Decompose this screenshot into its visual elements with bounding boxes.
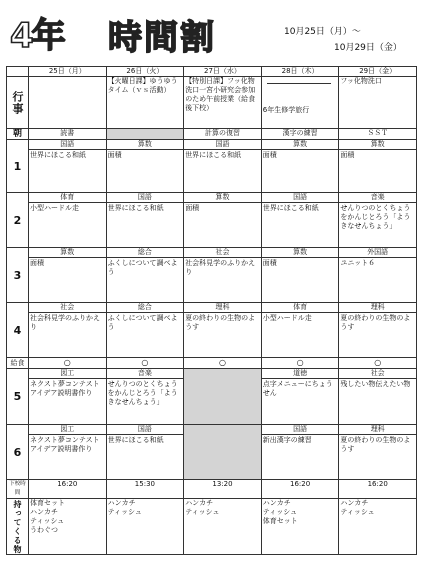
subject-label: 体育: [29, 193, 106, 203]
subject-label: 国語: [184, 140, 261, 150]
lesson-cell: [106, 369, 184, 425]
lesson-content: 夏の終わりの生物のようす: [185, 314, 256, 331]
lesson-cell: [339, 193, 417, 248]
lesson-content: 世界にほこる和紙: [107, 204, 164, 212]
dismissal-time: 13:20: [184, 480, 262, 499]
row-label-morning: 朝: [7, 129, 29, 140]
lesson-cell: [106, 425, 184, 480]
subject-label: 音楽: [339, 193, 416, 203]
lesson-cell: [29, 425, 107, 480]
lesson-content: 面積: [185, 204, 200, 212]
subject-label: 体育: [262, 303, 339, 313]
event-cell-wed: 【特別日課】フッ化物洗口一宮小研究会参加のため午前授業（給食後下校）: [184, 77, 262, 129]
lesson-content: 小型ハードル走: [262, 314, 312, 322]
lesson-content: 世界にほこる和紙: [30, 151, 86, 159]
corner-cell: [7, 67, 29, 77]
dismissal-time: 16:20: [261, 480, 339, 499]
belongings-cell: 体育セット ハンカチ ティッシュ うわぐつ: [29, 499, 107, 555]
period-row: [7, 193, 417, 248]
lesson-content: 面積: [340, 151, 355, 159]
day-header: 26日（火）: [106, 67, 184, 77]
period-row: [7, 140, 417, 193]
row-label-lunch: 給食: [7, 358, 29, 369]
period-row: [7, 369, 417, 425]
row-label-belongings: 持ってくる物: [7, 499, 29, 555]
lunch-row: [7, 358, 417, 369]
lesson-cell-empty: [184, 369, 262, 425]
day-header: 28日（木）: [261, 67, 339, 77]
subject-label: 総合: [107, 248, 184, 258]
lesson-cell: [184, 303, 262, 358]
lesson-cell: [261, 303, 339, 358]
day-header: 25日（月）: [29, 67, 107, 77]
event-cell-fri: フッ化物洗口: [339, 77, 417, 129]
lesson-cell: [339, 425, 417, 480]
subject-label: 社会: [29, 303, 106, 313]
lesson-content: せんりつのとくちょうをかんじとろう「ようきなせんちょう」: [340, 204, 411, 230]
lesson-cell: [29, 303, 107, 358]
lesson-cell: [106, 248, 184, 303]
lesson-cell-empty: [184, 425, 262, 480]
subject-label: 図工: [29, 425, 106, 435]
lesson-content: 夏の終わりの生物のようす: [340, 314, 411, 331]
lesson-content: ユニット６: [340, 259, 376, 267]
lesson-cell: [261, 425, 339, 480]
subject-label: 算数: [262, 140, 339, 150]
row-label-dismissal: 下校時間: [7, 480, 29, 499]
period-row: [7, 425, 417, 480]
subject-label: 理科: [184, 303, 261, 313]
event-cell-tue: 【火曜日課】ゆうゆうタイム（ｖｓ活動）: [106, 77, 184, 129]
date-range-start: 10月25日（月）～: [284, 27, 361, 37]
lesson-content: ふくしについて調べよう: [107, 314, 178, 331]
lesson-cell: [184, 140, 262, 193]
period-number: 2: [7, 193, 29, 248]
lunch-mark: ○: [261, 358, 339, 369]
lesson-cell: [339, 303, 417, 358]
subject-label: 道徳: [262, 369, 339, 379]
lesson-content: ネクスト夢コンテストアイデア説明書作り: [30, 436, 100, 453]
subject-label: 理科: [339, 425, 416, 435]
grade-label: 4年: [10, 16, 64, 56]
lesson-cell: [261, 248, 339, 303]
morning-row: [7, 129, 417, 140]
lunch-mark: ○: [184, 358, 262, 369]
lesson-cell: [339, 248, 417, 303]
period-row: [7, 303, 417, 358]
period-number: 6: [7, 425, 29, 480]
subject-label: 国語: [29, 140, 106, 150]
period-number: 1: [7, 140, 29, 193]
lesson-content: 社会科見学のふりかえり: [30, 314, 100, 331]
belongings-cell: ハンカチ ティッシュ: [184, 499, 262, 555]
lesson-content: 夏の終わりの生物のようす: [340, 436, 411, 453]
lesson-content: 世界にほこる和紙: [107, 436, 164, 444]
page-title: 時間割: [108, 18, 216, 58]
events-row: [7, 77, 417, 129]
lesson-content: 面積: [262, 151, 277, 159]
dismissal-time: 16:20: [339, 480, 417, 499]
day-header: 27日（水）: [184, 67, 262, 77]
lesson-cell: [184, 248, 262, 303]
lesson-cell: [29, 248, 107, 303]
lesson-cell: [29, 369, 107, 425]
event-text: 6年生修学旅行: [262, 106, 310, 114]
subject-label: 国語: [262, 425, 339, 435]
lesson-cell: [261, 193, 339, 248]
lesson-content: せんりつのとくちょうをかんじとろう「ようきなせんちょう」: [107, 380, 178, 406]
lesson-content: 小型ハードル走: [30, 204, 79, 212]
belongings-cell: ハンカチ ティッシュ: [106, 499, 184, 555]
period-number: 4: [7, 303, 29, 358]
lesson-cell: [106, 193, 184, 248]
event-cell-mon: [29, 77, 107, 129]
morning-cell: 読書: [29, 129, 107, 140]
lesson-cell: [106, 140, 184, 193]
morning-cell: 漢字の練習: [261, 129, 339, 140]
subject-label: 図工: [29, 369, 106, 379]
lesson-cell: [106, 303, 184, 358]
lesson-cell: [29, 140, 107, 193]
subject-label: 算数: [184, 193, 261, 203]
lunch-mark: ○: [106, 358, 184, 369]
subject-label: 社会: [339, 369, 416, 379]
day-header-row: [7, 67, 417, 77]
lesson-content: 面積: [30, 259, 44, 267]
subject-label: 算数: [262, 248, 339, 258]
event-cell-thu: [261, 77, 339, 129]
lesson-cell: [261, 140, 339, 193]
belongings-row: [7, 499, 417, 555]
lunch-mark: ○: [29, 358, 107, 369]
morning-cell-empty: [106, 129, 184, 140]
lesson-cell: [184, 193, 262, 248]
lesson-content: 面積: [262, 259, 277, 267]
belongings-cell: ハンカチ ティッシュ: [339, 499, 417, 555]
lesson-cell: [339, 140, 417, 193]
dismissal-time: 15:30: [106, 480, 184, 499]
subject-label: 国語: [107, 425, 184, 435]
lesson-content: 面積: [107, 151, 122, 159]
subject-label: 理科: [339, 303, 416, 313]
lesson-content: 世界にほこる和紙: [262, 204, 319, 212]
lesson-cell: [261, 369, 339, 425]
timetable: [6, 66, 417, 555]
subject-label: 国語: [262, 193, 339, 203]
period-number: 3: [7, 248, 29, 303]
row-label-events: 行事: [7, 77, 29, 129]
subject-label: 外国語: [339, 248, 416, 258]
lesson-content: 世界にほこる和紙: [185, 151, 242, 159]
morning-cell: ＳＳＴ: [339, 129, 417, 140]
subject-label: 国語: [107, 193, 184, 203]
lesson-content: ふくしについて調べよう: [107, 259, 178, 276]
subject-label: 算数: [107, 140, 184, 150]
lesson-content: 残したい物伝えたい物: [340, 380, 411, 388]
arrow-line: [267, 77, 332, 84]
subject-label: 算数: [29, 248, 106, 258]
subject-label: 算数: [339, 140, 416, 150]
dismissal-time: 16:20: [29, 480, 107, 499]
lesson-cell: [339, 369, 417, 425]
lunch-mark: ○: [339, 358, 417, 369]
day-header: 29日（金）: [339, 67, 417, 77]
period-row: [7, 248, 417, 303]
subject-label: 総合: [107, 303, 184, 313]
belongings-cell: ハンカチ ティッシュ 体育セット: [261, 499, 339, 555]
date-range-end: 10月29日（金）: [334, 43, 402, 53]
lesson-content: 点字メニューにちょうせん: [262, 380, 333, 397]
period-number: 5: [7, 369, 29, 425]
dismissal-row: [7, 480, 417, 499]
lesson-content: ネクスト夢コンテストアイデア説明書作り: [30, 380, 100, 397]
lesson-content: 社会科見学のふりかえり: [185, 259, 256, 276]
morning-cell: 計算の復習: [184, 129, 262, 140]
lesson-cell: [29, 193, 107, 248]
subject-label: 社会: [184, 248, 261, 258]
subject-label: 音楽: [107, 369, 184, 379]
page-header: [0, 0, 425, 64]
lesson-content: 新出漢字の練習: [262, 436, 312, 444]
